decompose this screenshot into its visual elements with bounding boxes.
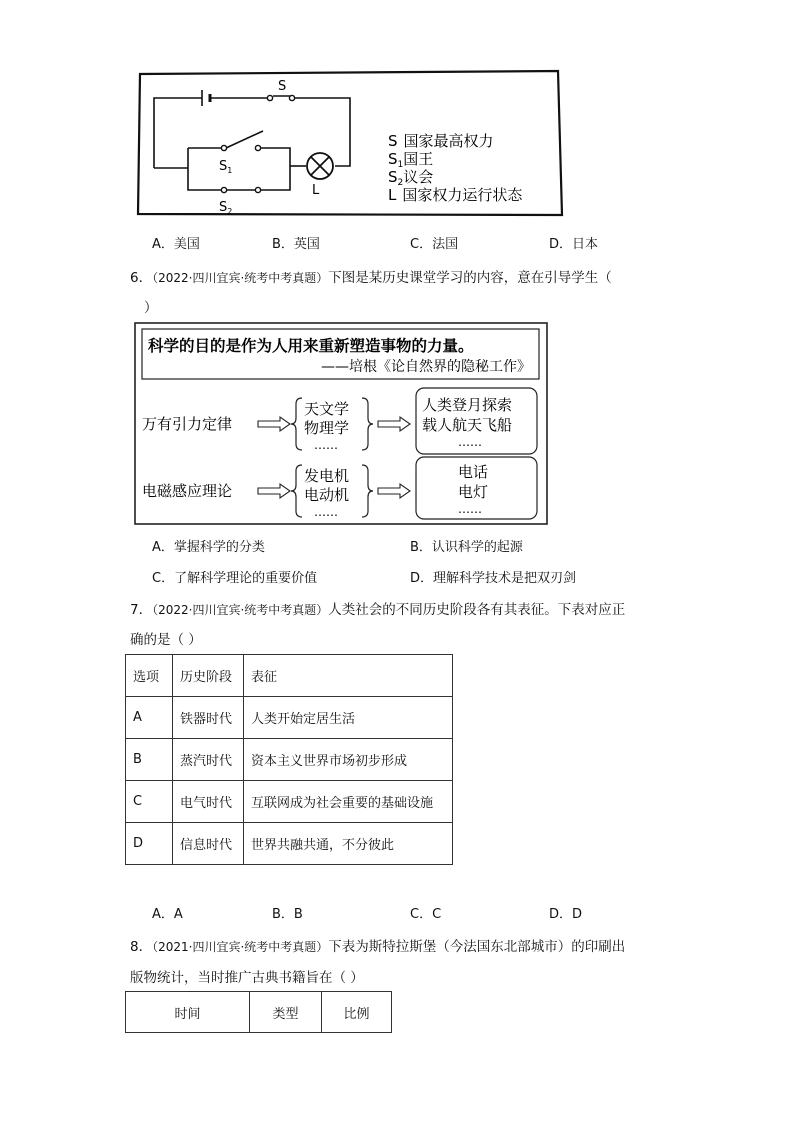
field-generator: 发电机	[304, 467, 350, 485]
table-cell: C	[126, 781, 173, 823]
arrow-icon	[258, 417, 290, 431]
table-row	[126, 781, 453, 823]
table-header-row	[126, 992, 392, 1033]
circuit-figure	[130, 68, 566, 218]
q5-option-b[interactable]: B．英国	[272, 237, 320, 252]
q7-option-a[interactable]: A．A	[152, 907, 183, 922]
q7-stem-line2: 确的是（ ）	[130, 632, 202, 648]
table-cell: 电气时代	[173, 781, 244, 823]
result-spacecraft: 载人航天飞船	[422, 416, 513, 434]
table-cell: 资本主义世界市场初步形成	[244, 739, 453, 781]
svg-text:L国家权力运行状态: L 国家权力运行状态	[388, 186, 523, 204]
switch-contacts	[221, 95, 294, 192]
result-moon: 人类登月探索	[422, 396, 513, 414]
result-ellipsis: ……	[458, 502, 482, 516]
q7-option-c[interactable]: C．C	[410, 907, 442, 922]
arrow-icon	[378, 484, 410, 498]
theory-gravitation: 万有引力定律	[142, 415, 233, 433]
q7-table	[125, 654, 453, 865]
header-cell: 比例	[322, 992, 392, 1033]
table-cell: 信息时代	[173, 823, 244, 865]
svg-text:S1国王: $S_1$国王	[388, 150, 434, 170]
q7-option-b[interactable]: B．B	[272, 907, 303, 922]
arrow-icon	[378, 417, 410, 431]
q5-option-a[interactable]: A．美国	[152, 237, 200, 252]
table-cell: 互联网成为社会重要的基础设施	[244, 781, 453, 823]
table-cell: A	[126, 697, 173, 739]
table-row	[126, 823, 453, 865]
header-cell: 历史阶段	[173, 655, 244, 697]
theory-electromagnetic: 电磁感应理论	[142, 482, 233, 500]
table-row	[126, 739, 453, 781]
arrow-icon	[258, 484, 290, 498]
table-cell: D	[126, 823, 173, 865]
circuit-legend	[388, 132, 523, 204]
result-telephone: 电话	[458, 463, 489, 481]
q8-stem-line1: 8．（2021·四川宜宾·统考中考真题）下表为斯特拉斯堡（今法国东北部城市）的印刷出	[130, 939, 626, 955]
result-lamp: 电灯	[458, 483, 489, 501]
table-header-row	[126, 655, 453, 697]
q7-option-d[interactable]: D．D	[549, 907, 583, 922]
table-cell: 人类开始定居生活	[244, 697, 453, 739]
q5-option-d[interactable]: D．日本	[549, 237, 599, 252]
label-s2: $S_2$	[219, 200, 233, 216]
q6-option-b[interactable]: B．认识科学的起源	[410, 540, 523, 555]
result-ellipsis: ……	[458, 435, 482, 449]
q8-table	[125, 991, 392, 1033]
lamp-icon	[307, 153, 333, 179]
q7-stem-line1: 7．（2022·四川宜宾·统考中考真题）人类社会的不同历史阶段各有其表征。下表对应正	[130, 602, 626, 618]
label-l: L	[312, 183, 320, 198]
table-row	[126, 697, 453, 739]
table-cell: 蒸汽时代	[173, 739, 244, 781]
field-astronomy: 天文学	[304, 400, 350, 418]
label-s1: $S_1$	[219, 159, 233, 175]
q8-stem-line2: 版物统计，当时推广古典书籍旨在（ ）	[130, 970, 364, 986]
q6-option-a[interactable]: A．掌握科学的分类	[152, 540, 265, 555]
svg-text:S国家最高权力: S 国家最高权力	[388, 132, 494, 150]
field-ellipsis: ……	[314, 438, 338, 452]
field-ellipsis: ……	[314, 505, 338, 519]
q5-option-c[interactable]: C．法国	[410, 237, 459, 252]
science-figure	[134, 322, 548, 526]
header-cell: 时间	[126, 992, 250, 1033]
table-cell: 世界共融共通，不分彼此	[244, 823, 453, 865]
quote-attribution: ——培根《论自然界的隐秘工作》	[321, 359, 531, 375]
label-s: S	[278, 79, 287, 94]
field-motor: 电动机	[304, 486, 350, 504]
field-physics: 物理学	[304, 419, 350, 437]
table-cell: 铁器时代	[173, 697, 244, 739]
header-cell: 类型	[250, 992, 322, 1033]
q6-stem-line1: 6．（2022·四川宜宾·统考中考真题）下图是某历史课堂学习的内容，意在引导学生（	[130, 270, 612, 286]
header-cell: 选项	[126, 655, 173, 697]
q6-stem-line2: ）	[144, 300, 158, 316]
q6-option-d[interactable]: D．理解科学技术是把双刃剑	[410, 571, 577, 586]
header-cell: 表征	[244, 655, 453, 697]
quote-text: 科学的目的是作为人用来重新塑造事物的力量。	[148, 337, 474, 355]
q6-option-c[interactable]: C．了解科学理论的重要价值	[152, 571, 318, 586]
svg-text:S2议会: $S_2$议会	[388, 168, 434, 188]
table-cell: B	[126, 739, 173, 781]
